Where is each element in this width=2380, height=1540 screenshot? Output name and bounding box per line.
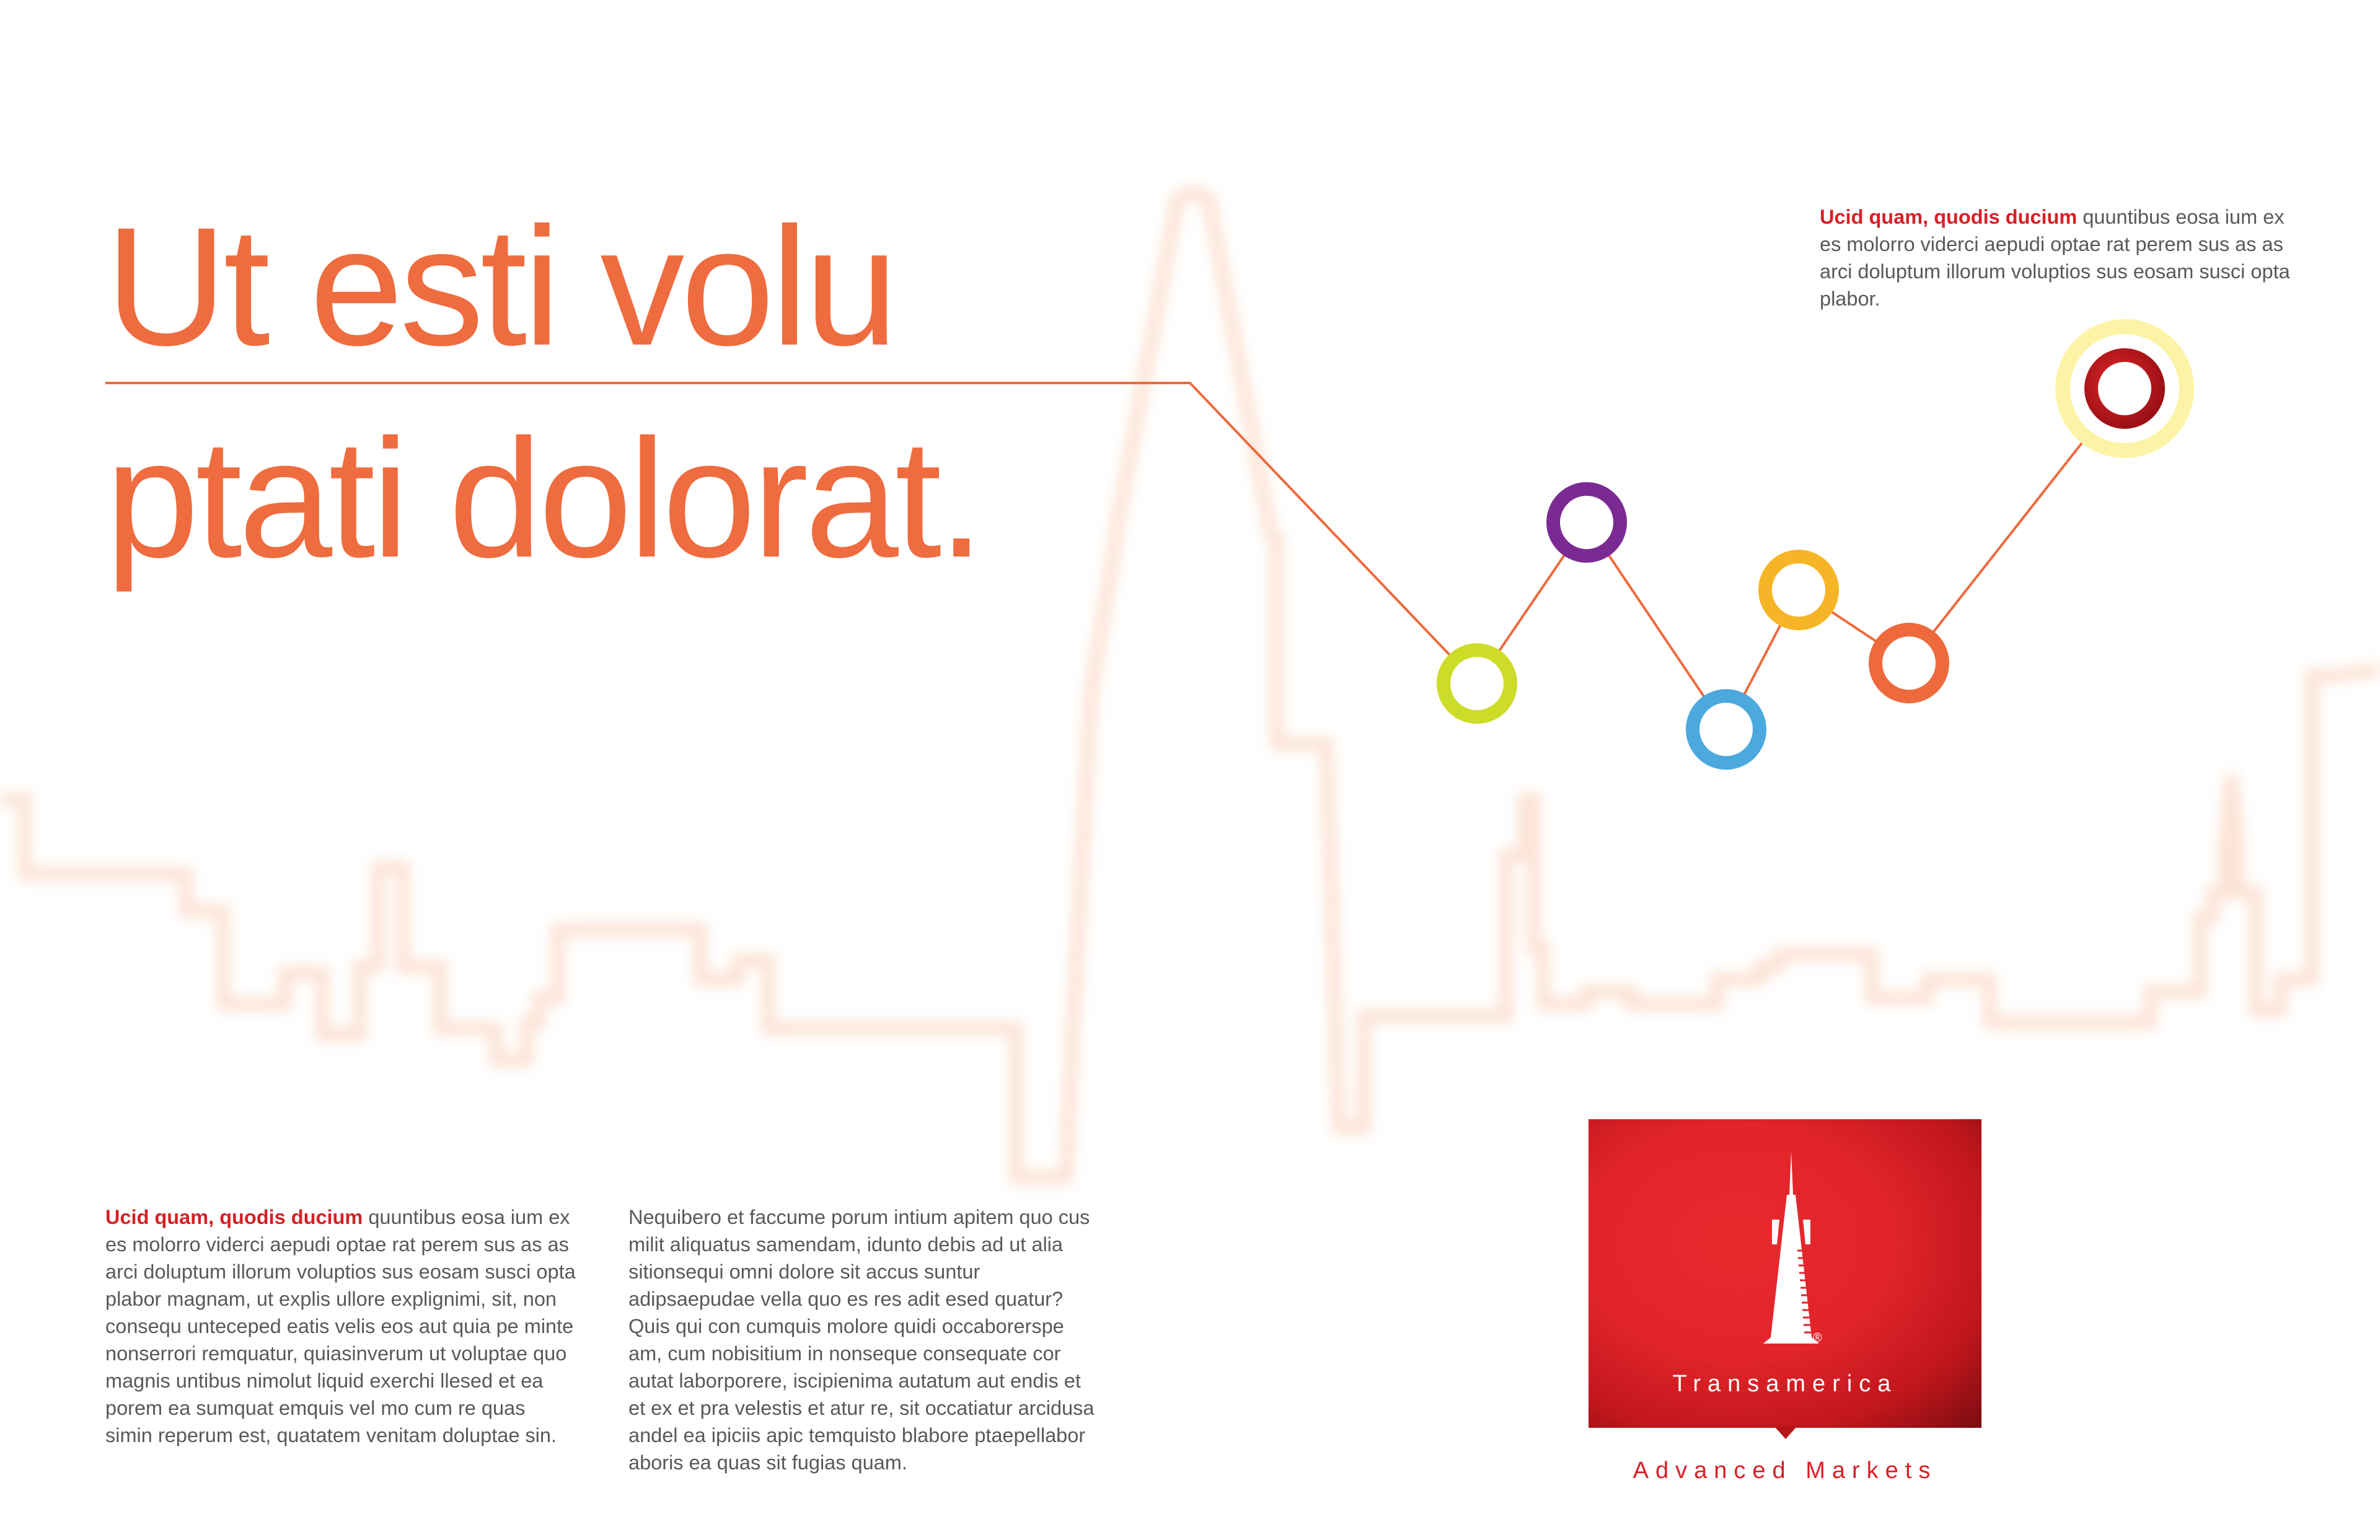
body-left-text: quuntibus eosa ium ex es molorro viderci aepudi optae rat perem sus as as arci doluptum illorum voluptios sus eosam susci opta plabor magnam, ut explis ullore explignimi, sit, non consequ unteceped eatis velis eos aut quia pe minte nonserrori remquatur, quiasinverum ut voluptae quo magnis untibus nimolut liquid exerchi llesed et ea porem ea sumquat emquis vel mo cum re quas simin reperum est, quatatem venitam doluptae sin. [105, 1206, 576, 1446]
logo-wordmark: Transamerica [1672, 1371, 1898, 1397]
callout-text: quuntibus eosa ium ex es molorro viderci aepudi optae rat perem sus as as arci doluptum illorum voluptios sus eosam susci opta plabor. [1820, 206, 2290, 310]
logo-pointer-icon [1774, 1427, 1797, 1439]
pyramid-tower-icon [1745, 1151, 1838, 1350]
marker-yellow [1765, 557, 1832, 623]
marker-red-highlighted [2063, 327, 2187, 451]
body-column-left [105, 1203, 576, 1449]
headline-line-1: Ut esti volu [105, 192, 895, 381]
body-right-text: Nequibero et faccume porum intium apitem quo cus milit aliquatus samendam, idunto debis ad ut alia sitionsequi omni dolore sit accus suntur adipsaepudae vella quo es res adit esed quatur? Quis qui con cumquis molore quidi occaborerspe am, cum nobisitium in nonseque consequate cor autat laborporere, iscipienima autatum aut endis et et ex et pra velestis et atur re, sit occatiatur arcidusa andel ea ipiciis apic temquisto blabore ptaepellabor aboris ea quas sit fugias quam. [628, 1206, 1095, 1474]
logo-tagline: Advanced Markets [1633, 1458, 1937, 1484]
body-left-lead: Ucid quam, quodis ducium [105, 1206, 363, 1228]
body-column-right [628, 1203, 1100, 1476]
marker-lime [1443, 650, 1510, 717]
callout-lead: Ucid quam, quodis ducium [1820, 206, 2078, 228]
marker-orange [1875, 630, 1942, 697]
marker-blue [1693, 696, 1760, 763]
callout-paragraph [1820, 203, 2291, 312]
marker-purple [1553, 489, 1620, 556]
registered-mark: ® [1813, 1331, 1822, 1345]
headline-line-2: ptati dolorat. [105, 404, 981, 592]
